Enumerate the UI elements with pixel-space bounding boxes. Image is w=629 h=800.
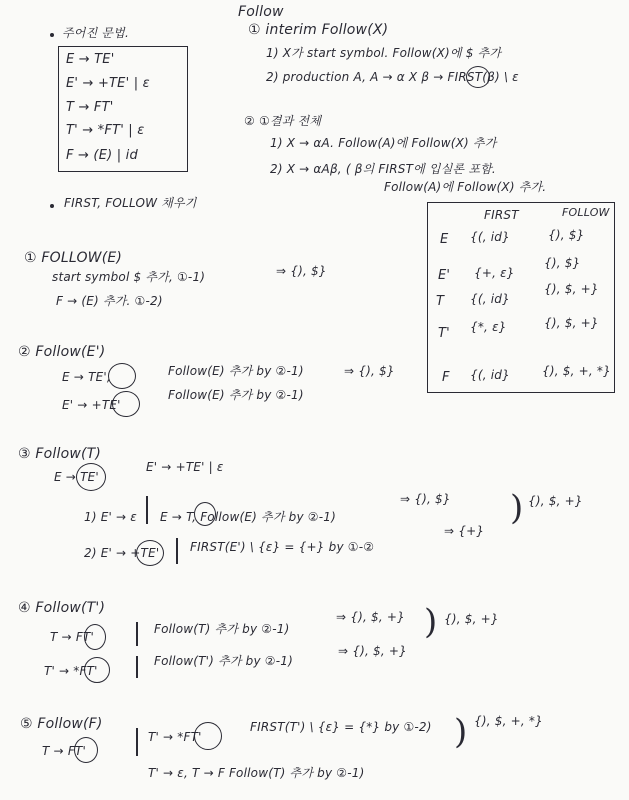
circle-mark <box>84 624 106 650</box>
bullet-dot <box>50 33 54 37</box>
step3-line2-result: ⇒ {+} <box>444 524 485 538</box>
table-row-first: {*, ε} <box>470 320 507 334</box>
rule1-line2: 2) production A, A → α X β → FIRST(β) \ ε <box>266 70 519 84</box>
separator-bar <box>136 622 138 646</box>
step5-line1-prod: T' → *FT' <box>148 730 202 744</box>
task-text: FIRST, FOLLOW 채우기 <box>64 196 197 210</box>
step2-line2-text: Follow(E) 추가 by ②-1) <box>168 388 304 402</box>
step4-line1-prod: T → FT' <box>50 630 94 644</box>
closing-brace: ) <box>510 488 524 528</box>
circle-mark <box>194 722 222 750</box>
step3-line2-b: FIRST(E') \ {ε} = {+} by ①-② <box>190 540 375 554</box>
step1-line1: start symbol $ 추가, ①-1) <box>52 270 206 284</box>
step3-result: {), $, +} <box>528 494 583 508</box>
table-row-follow: {), $, +, *} <box>542 364 611 378</box>
step3-line1-result: ⇒ {), $} <box>400 492 451 506</box>
step3-line1-b: E → T, Follow(E) 추가 by ②-1) <box>160 510 336 524</box>
rule2-line1: 1) X → αA. Follow(A)에 Follow(X) 추가 <box>270 136 497 150</box>
circle-mark <box>84 657 110 683</box>
circle-mark <box>76 463 106 491</box>
production-4: T' → *FT' | ε <box>66 123 145 138</box>
step1-line1-result: ⇒ {), $} <box>276 264 327 278</box>
production-1: E → TE' <box>66 52 115 67</box>
step3-title: ③ Follow(T) <box>18 446 102 462</box>
table-row-first: {(, id} <box>470 230 510 244</box>
col-follow-header: FOLLOW <box>562 206 610 219</box>
circle-mark <box>136 540 164 566</box>
table-row-first: {+, ε} <box>474 266 515 280</box>
circle-mark <box>466 66 490 88</box>
step4-title: ④ Follow(T') <box>18 600 106 616</box>
table-row-nt: E <box>440 232 449 247</box>
table-row-follow: {), $} <box>548 228 585 242</box>
rule2-line2a: 2) X → αAβ, ( β의 FIRST에 입실론 포함. <box>270 162 496 176</box>
rule1-title: ① interim Follow(X) <box>248 22 389 38</box>
rule2-line2b: Follow(A)에 Follow(X) 추가. <box>384 180 547 194</box>
step4-line2-prod: T' → *FT' <box>44 664 98 678</box>
step2-line2-prod: E' → +TE' <box>62 398 121 412</box>
step3-line1-a: 1) E' → ε <box>84 510 137 524</box>
separator-bar <box>146 496 148 524</box>
table-row-follow: {), $, +} <box>544 316 599 330</box>
step4-result: {), $, +} <box>444 612 499 626</box>
circle-mark <box>194 502 216 526</box>
grammar-title: 주어진 문법. <box>62 26 129 40</box>
closing-brace: ) <box>424 602 438 642</box>
step2-result: ⇒ {), $} <box>344 364 395 378</box>
step4-line1-result: ⇒ {), $, +} <box>336 610 405 624</box>
step5-line2-text: T' → ε, T → F Follow(T) 추가 by ②-1) <box>148 766 365 780</box>
production-3: T → FT' <box>66 100 114 115</box>
table-row-nt: T' <box>438 326 450 341</box>
table-row-first: {(, id} <box>470 368 510 382</box>
step3-line2-a: 2) E' → +TE' <box>84 546 160 560</box>
step3-prods-b: E' → +TE' | ε <box>146 460 224 474</box>
separator-bar <box>176 538 178 564</box>
circle-mark <box>74 737 98 763</box>
step1-line2: F → (E) 추가. ①-2) <box>56 294 163 308</box>
production-2: E' → +TE' | ε <box>66 76 150 91</box>
step1-title: ① FOLLOW(E) <box>24 250 123 266</box>
table-row-first: {(, id} <box>470 292 510 306</box>
step2-title: ② Follow(E') <box>18 344 106 360</box>
closing-brace: ) <box>454 712 468 752</box>
step5-prod: T → FT' <box>42 744 86 758</box>
step2-line1-text: Follow(E) 추가 by ②-1) <box>168 364 304 378</box>
separator-bar <box>136 656 138 678</box>
col-first-header: FIRST <box>484 208 519 222</box>
separator-bar <box>136 728 138 756</box>
table-row-nt: E' <box>438 268 451 283</box>
step5-result: {), $, +, *} <box>474 714 543 728</box>
step5-line1-text: FIRST(T') \ {ε} = {*} by ①-2) <box>250 720 432 734</box>
table-row-nt: T <box>436 294 445 309</box>
step5-title: ⑤ Follow(F) <box>20 716 103 732</box>
bullet-dot <box>50 204 54 208</box>
step4-line2-result: ⇒ {), $, +} <box>338 644 407 658</box>
table-row-follow: {), $} <box>544 256 581 270</box>
table-row-follow: {), $, +} <box>544 282 599 296</box>
follow-rules-heading: Follow <box>238 4 284 20</box>
table-row-nt: F <box>442 370 450 385</box>
rule2-title: ② ①결과 전체 <box>244 114 322 128</box>
circle-mark <box>108 363 136 389</box>
circle-mark <box>112 391 140 417</box>
step2-line1-prod: E → TE', <box>62 370 111 384</box>
step4-line1-text: Follow(T) 추가 by ②-1) <box>154 622 290 636</box>
production-5: F → (E) | id <box>66 148 138 163</box>
step4-line2-text: Follow(T') 추가 by ②-1) <box>154 654 294 668</box>
step3-prods-a: E → TE' <box>54 470 99 484</box>
rule1-line1: 1) X가 start symbol. Follow(X)에 $ 추가 <box>266 46 502 60</box>
